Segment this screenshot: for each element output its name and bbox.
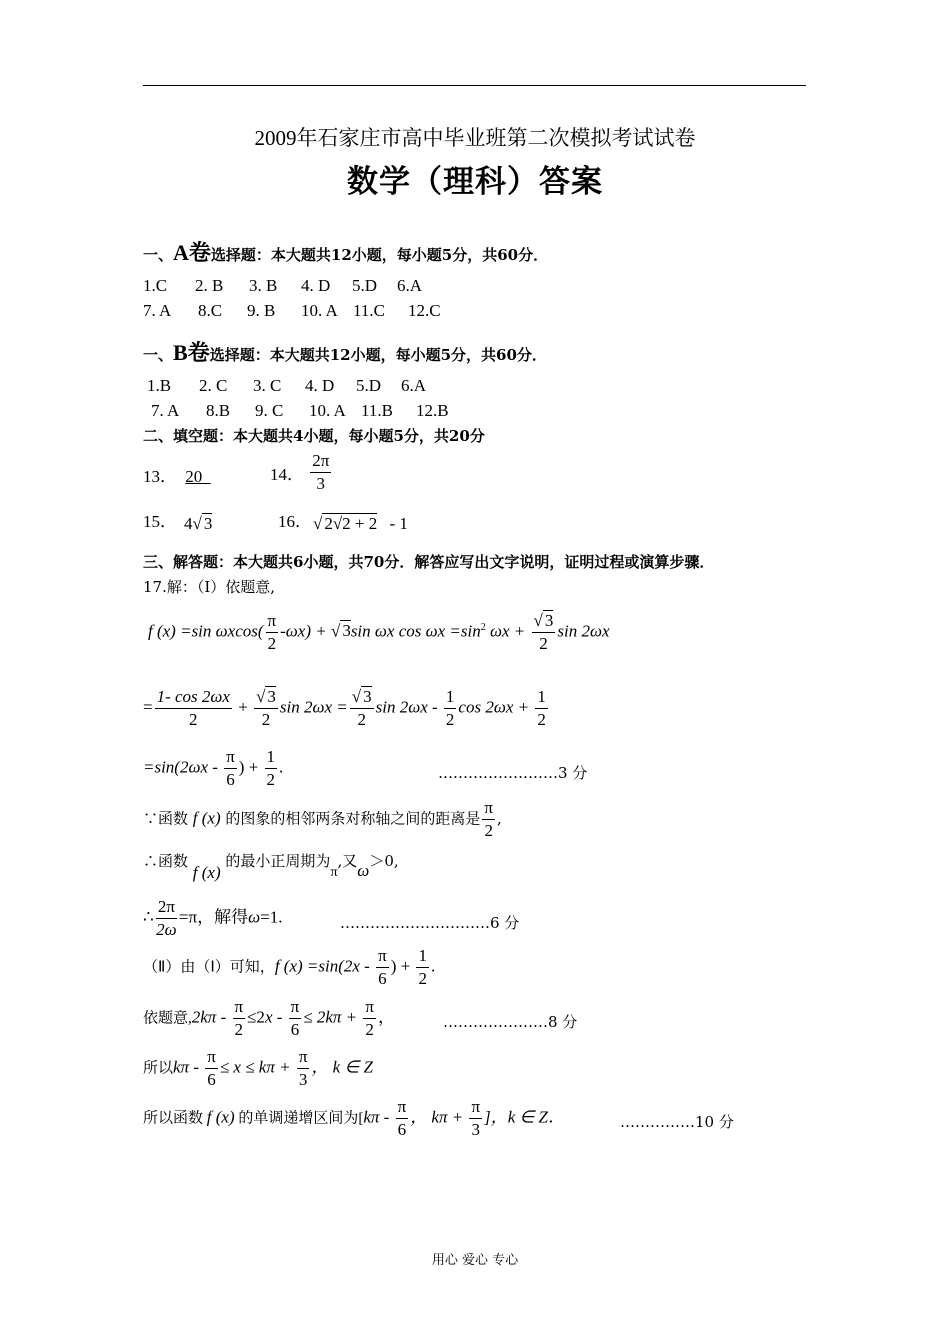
frac-sqrt3-over-2: $\frac{√ 3}{2}$: [351, 687, 372, 729]
denominator: 6: [397, 1120, 407, 1139]
numerator: 1: [416, 945, 429, 968]
section-a-label: A卷: [173, 240, 211, 265]
denominator: 2: [189, 710, 198, 729]
q16-tail: - 1: [389, 514, 408, 533]
cond-c: ≤2: [247, 1007, 265, 1027]
final-line: [143, 1096, 565, 1141]
radicand: 3: [544, 611, 554, 630]
frac-pi-over-6: [289, 996, 302, 1041]
section-b-row2: [151, 401, 449, 421]
cond-a: 依题意,: [143, 1010, 192, 1027]
answer-item: 8.B: [206, 401, 231, 420]
denominator: 2: [357, 710, 366, 729]
q14-denominator: 3: [316, 474, 326, 493]
q14-numerator: 2π: [310, 450, 331, 473]
section-a-prefix: 一、: [143, 246, 174, 264]
because-a: ∵函数: [143, 809, 193, 828]
score-10: ……………10 分: [620, 1113, 734, 1131]
section-b-prefix: 一、: [143, 346, 174, 364]
frac-1-cos: [155, 686, 232, 731]
frac-1-over-2: [265, 746, 278, 791]
eq3-part-b: ) +: [238, 757, 263, 777]
numerator: 1: [535, 686, 548, 709]
answer-item: 11.B: [361, 401, 393, 420]
numerator: π: [224, 746, 237, 769]
numerator: π: [233, 996, 246, 1019]
frac-pi-over-6: [396, 1096, 409, 1141]
frac-sqrt3-over-2: $\frac{√ 3}{2}$: [533, 611, 554, 653]
denominator: 2: [537, 710, 546, 729]
numerator: 1: [265, 746, 278, 769]
solve-b: =π，解得: [178, 907, 249, 927]
frac-pi-over-2: [233, 996, 246, 1041]
numerator: 1: [444, 686, 457, 709]
numerator: π: [469, 1096, 482, 1119]
because-b: 的图象的相邻两条对称轴之间的距离是: [220, 809, 481, 828]
equation-line-3: [143, 746, 283, 791]
answer-item: 4. D: [301, 276, 331, 295]
denominator: 6: [207, 1070, 216, 1089]
q13-answer: 20: [185, 467, 203, 486]
score-6: …………………………6 分: [340, 914, 520, 932]
q14-label: 14．: [270, 465, 304, 484]
condition-line: [143, 996, 395, 1041]
answer-item: 12.C: [408, 301, 441, 320]
denominator: 3: [298, 1070, 308, 1089]
denominator: 2: [234, 1020, 244, 1039]
frac-pi-over-6: [224, 746, 237, 791]
denominator: 2: [267, 634, 277, 653]
answer-item: 1.C: [143, 276, 168, 295]
numerator: π: [266, 610, 279, 633]
frac-1-over-2: [535, 686, 548, 731]
because-c: ,: [497, 809, 502, 828]
eq1-part-d: ωx +: [485, 621, 530, 641]
frac-sqrt3-over-2: $\frac{√ 3}{2}$: [256, 687, 276, 729]
fill-header: 二、填空题：本大题共4小题，每小题5分，共20分: [143, 427, 485, 445]
radicand: 3: [342, 621, 351, 641]
score-3: ……………………3 分: [438, 764, 588, 782]
q16-label: 16．: [278, 512, 312, 531]
section-b-row1: [147, 376, 426, 396]
denominator: 2: [418, 969, 427, 988]
cond-b: 2kπ -: [191, 1007, 231, 1027]
final-a: 所以函数: [143, 1110, 207, 1127]
eq1-part-c: sin ωx cos ωx =sin: [350, 621, 481, 641]
section-b-desc: 选择题：本大题共12小题，每小题5分，共60分．: [209, 346, 547, 364]
answer-item: 2. C: [199, 376, 228, 395]
frac-2pi-over-2omega: [156, 896, 177, 941]
fx: f (x): [192, 808, 221, 828]
x: x: [264, 1007, 273, 1027]
cond-d: -: [272, 1007, 287, 1027]
score-8: …………………8 分: [443, 1013, 578, 1031]
final-e: ]，k ∈ Z．: [484, 1107, 566, 1127]
denominator: 2: [261, 710, 271, 729]
so-b: kπ -: [173, 1057, 204, 1077]
eq1-part-e: sin 2ωx: [557, 621, 610, 641]
section-a-desc: 选择题：本大题共12小题，每小题5分，共60分．: [210, 246, 549, 264]
answer-item: 1.B: [147, 376, 172, 395]
q15-label: 15．: [143, 512, 177, 531]
part2-a: （Ⅱ）由（Ⅰ）可知，: [143, 959, 275, 976]
part2-line: [143, 945, 435, 990]
therefore-line: [143, 850, 399, 882]
document-title: 2009年石家庄市高中毕业班第二次模拟考试试卷: [254, 126, 696, 150]
denominator: 2: [445, 710, 455, 729]
q14: [270, 450, 333, 495]
eq2-part-c: sin 2ωx -: [375, 697, 442, 717]
denominator: 2: [365, 1020, 374, 1039]
therefore-b: 的最小正周期为: [225, 852, 331, 870]
pi: π: [330, 865, 338, 880]
answer-item: 3. C: [253, 376, 282, 395]
denominator: 2: [484, 821, 493, 840]
equation-line-1: f (x) =sin ωxcos( $\frac{\pi}{2}$ -ωx) + √ 3sin ωx $\cos \omega x =\sin^2$ ωx + $\frac{√ 3}{2}$ sin 2ωx: [148, 611, 610, 653]
answer-item: 11.C: [353, 301, 385, 320]
numerator: π: [289, 996, 302, 1019]
answer-item: 9. C: [255, 401, 284, 420]
solve-c: =1.: [260, 907, 283, 927]
answer-item: 10. A: [309, 401, 346, 420]
frac-1-over-2: [444, 686, 457, 731]
denominator: 6: [290, 1020, 300, 1039]
cond-f: ，: [377, 1007, 395, 1027]
frac-pi-over-6: [376, 945, 389, 990]
top-rule: [143, 85, 806, 86]
q15-radicand: 3: [203, 514, 213, 533]
numerator: π: [297, 1046, 310, 1069]
q15-answer: 4√ 3: [184, 514, 213, 533]
numerator: π: [482, 797, 495, 820]
q17-intro: 17.解：（Ⅰ）依题意,: [143, 578, 276, 596]
answer-item: 5.D: [356, 376, 382, 395]
eq2-part-b: sin 2ωx =: [279, 697, 348, 717]
denominator: 6: [226, 770, 235, 789]
eq1-part-b: -ωx) +: [280, 621, 331, 641]
numerator: 2π: [156, 896, 177, 919]
final-b: 的单调递增区间为[: [234, 1110, 364, 1127]
solve-header: 三、解答题：本大题共6小题，共70分．解答应写出文字说明，证明过程或演算步骤．: [143, 553, 715, 571]
answer-item: 3. B: [249, 276, 278, 295]
q14-fraction: [310, 450, 331, 495]
answer-item: 7. A: [143, 301, 172, 320]
section-a-row1: [143, 276, 422, 296]
solve-omega-line: [143, 896, 282, 941]
q16-radicand: 2√2 + 2: [324, 514, 378, 533]
fx: f (x): [206, 1107, 235, 1127]
numerator: π: [205, 1046, 218, 1069]
section-a-row2: [143, 301, 441, 321]
so-c: ≤ x ≤ kπ +: [219, 1057, 295, 1077]
omega: ω: [357, 861, 370, 880]
eq3-part-c: .: [279, 757, 284, 777]
frac-pi-over-6: [205, 1046, 218, 1091]
because-line: [143, 797, 502, 842]
section-b-header: [143, 336, 547, 367]
therefore-a: ∴函数: [143, 852, 189, 870]
part2-b: f (x) =sin(2x -: [274, 956, 375, 976]
part2-d: .: [430, 956, 436, 976]
therefore-c: ,又: [337, 852, 358, 870]
so-d: ， k ∈ Z: [311, 1057, 373, 1077]
part2-c: ) +: [390, 956, 415, 976]
final-d: ， kπ +: [410, 1107, 468, 1127]
equation-line-2: [143, 686, 550, 731]
therefore-symbol: ∴: [143, 907, 154, 927]
eq2-part-d: cos 2ωx +: [458, 697, 534, 717]
section-b-label: B卷: [173, 340, 210, 365]
frac-pi-over-2: [363, 996, 376, 1041]
document-subtitle: 数学（理科）答案: [347, 164, 603, 200]
so-line: [143, 1046, 373, 1091]
denominator: 2: [539, 634, 548, 653]
radicand: 3: [267, 687, 276, 706]
frac-pi-over-2: [482, 797, 495, 842]
numerator: π: [363, 996, 376, 1019]
section-a-header: [143, 236, 548, 267]
frac-pi-over-3: [297, 1046, 310, 1091]
answer-item: 10. A: [301, 301, 338, 320]
denominator: 2: [266, 770, 276, 789]
eq1-part-a: f (x) =sin ωxcos(: [148, 621, 264, 641]
numerator: π: [376, 945, 389, 968]
frac-pi-over-2: [266, 610, 279, 655]
answer-item: 8.C: [198, 301, 223, 320]
cond-e: ≤ 2kπ +: [303, 1007, 362, 1027]
radicand: 3: [363, 687, 372, 706]
numerator: 1- cos 2ωx: [155, 686, 232, 709]
frac-pi-over-3: [469, 1096, 482, 1141]
page-footer: 用心 爱心 专心: [431, 1253, 519, 1268]
equals: =: [143, 697, 153, 717]
frac-1-over-2: [416, 945, 429, 990]
answer-item: 6.A: [397, 276, 423, 295]
eq3-part-a: =sin(2ωx -: [143, 757, 223, 777]
eq2-part-a: +: [233, 697, 253, 717]
answer-item: 7. A: [151, 401, 180, 420]
answer-item: 12.B: [416, 401, 449, 420]
answer-item: 9. B: [247, 301, 276, 320]
q13-label: 13．: [143, 467, 177, 486]
therefore-d: ＞0,: [369, 852, 399, 870]
answer-item: 4. D: [305, 376, 335, 395]
so-a: 所以: [143, 1060, 174, 1077]
final-c: kπ -: [363, 1107, 394, 1127]
denominator: 2ω: [156, 920, 177, 939]
q15-coef: 4: [184, 514, 193, 533]
q16-answer: √ 2√2 + 2 - 1: [313, 514, 408, 533]
omega: ω: [248, 907, 261, 927]
fx: f (x): [192, 863, 221, 882]
denominator: 6: [378, 969, 387, 988]
answer-item: 5.D: [352, 276, 378, 295]
exponent: 2: [480, 621, 486, 633]
answer-item: 2. B: [195, 276, 224, 295]
numerator: π: [396, 1096, 409, 1119]
q13: [143, 462, 211, 487]
answer-item: 6.A: [401, 376, 427, 395]
denominator: 3: [471, 1120, 481, 1139]
